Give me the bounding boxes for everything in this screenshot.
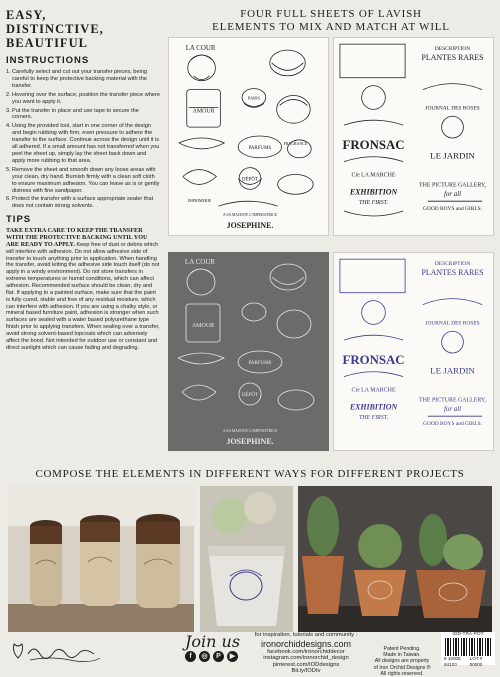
svg-text:PLANTES RARES: PLANTES RARES [421, 52, 484, 62]
headline: EASY, DISTINCTIVE, BEAUTIFUL [6, 8, 104, 50]
instruction-steps [6, 69, 160, 210]
svg-text:A SA MAJESTE L'IMPERATRICE: A SA MAJESTE L'IMPERATRICE [222, 429, 278, 433]
instruction-step: 4. Using the provided tool, start in one corner of the design and begin rubbing with firm, even pressure to adhere the transfer to the surface. Continue across the design until it is all adhered. If a small amount has not transferred when you peel the sheet up, simply lay the sheet back down and apply more rubbing to that area. [6, 123, 160, 164]
svg-text:Cie LA MARCHE: Cie LA MARCHE [351, 387, 396, 394]
svg-text:PARFUMS: PARFUMS [248, 361, 272, 366]
photo-flowerpot [200, 486, 293, 632]
barcode-bars [445, 638, 491, 656]
patent-notice: Patent Pending. Made in Taiwan. All designs are property of Iron Orchid Designs ® All rights reserved. [373, 646, 431, 677]
lot-row [441, 656, 495, 668]
svg-text:FRONSAC: FRONSAC [342, 352, 405, 367]
lot-number: LOT # 00000 [469, 656, 483, 667]
photo-crocks [8, 486, 194, 632]
inspiration-text: for inspiration, tutorials and community : [254, 632, 358, 638]
svg-text:JOSEPHINE.: JOSEPHINE. [226, 220, 274, 230]
transfer-sheet-blue [333, 252, 494, 451]
video-link[interactable]: Bit.ly/IODtv [291, 668, 321, 675]
svg-text:LE JARDIN: LE JARDIN [430, 150, 475, 161]
facebook-link[interactable]: facebook.com/ironorchiddecor [267, 648, 345, 655]
svg-text:JOURNAL DES ROSES: JOURNAL DES ROSES [425, 320, 480, 327]
svg-text:THE FIRST.: THE FIRST. [358, 200, 389, 207]
svg-text:FRAGRANCE: FRAGRANCE [283, 140, 308, 146]
sheet-blue-artwork [334, 253, 493, 450]
svg-text:for all: for all [443, 191, 462, 199]
barcode-number: 8 10005 84120 [444, 656, 461, 667]
svg-text:Cie LA MARCHE: Cie LA MARCHE [351, 172, 396, 179]
transfer-sheet-black [168, 37, 329, 236]
sheets-title: FOUR FULL SHEETS OF LAVISH ELEMENTS TO MIX AND MATCH AT WILL [212, 8, 450, 33]
svg-text:AMOUR: AMOUR [191, 323, 215, 329]
instagram-link[interactable]: instagram.com/ironorchid_design [263, 655, 349, 662]
instruction-step: 6. Protect the transfer with a surface appropriate sealer that does not contain strong solvents. [6, 196, 154, 210]
svg-text:DESCRIPTION: DESCRIPTION [434, 46, 471, 53]
compose-title: COMPOSE THE ELEMENTS IN DIFFERENT WAYS FOR DIFFERENT PROJECTS [35, 468, 465, 480]
barcode-label [441, 632, 495, 665]
svg-text:THE PICTURE GALLERY,: THE PICTURE GALLERY, [419, 397, 487, 404]
sheet-black-artwork [169, 38, 328, 235]
instructions-title: INSTRUCTIONS [6, 55, 90, 66]
svg-text:A SA MAJESTE L'IMPERATRICE: A SA MAJESTE L'IMPERATRICE [223, 213, 277, 217]
instruction-step: 5. Remove the sheet and smooth down any loose areas with your clean, dry hand. Burnish firmly with a clean soft cloth to ensure maximum adhesion. You can leave as is or gently distress with fine sandpaper. [6, 166, 160, 194]
svg-text:DESCRIPTION: DESCRIPTION [434, 261, 471, 268]
signature-logo [10, 640, 105, 662]
tips-text: Keep free of dust or debris which will interfere with adhesion. Do not allow adhesive side of transfer to touch anything prior to application. When handling the transfer, avoid letting the adhesive side touch itself (do not apply in a windy environment). Do not store transfers in extreme temperatures or humid conditions, which can affect adhesion. Recommended surface should be clean, dry and flat. If applying to a painted surface, make sure that the paint is fully cured, stable and free of any residual moisture, which can interfere with adhesion. If you are using a chalky style, or mineral based furniture paint, adhesion is stronger when such surfaces are sealed with a water based polyurethane type finish prior to applying transfers. When sealing over a transfer, avoid strong solvent-based topcoats which can adversely affect the bond. Not intended for outdoor use or constant and direct sunlight which can cause fading and degrading. [6, 241, 160, 351]
pinterest-link[interactable]: pinterest.com/IODdesigns [272, 661, 340, 668]
youtube-icon[interactable]: ▶ [227, 651, 238, 662]
svg-text:EXHIBITION: EXHIBITION [349, 187, 398, 197]
transfer-sheet-typography [333, 37, 494, 236]
svg-text:GOOD BOYS and GIRLS.: GOOD BOYS and GIRLS. [422, 206, 483, 213]
social-icons [185, 651, 238, 662]
flowerpot-illustration [200, 486, 293, 632]
svg-text:for all: for all [443, 406, 462, 414]
photo-cacti [298, 486, 492, 632]
svg-text:AMOUR: AMOUR [192, 108, 215, 115]
transfer-sheet-white [168, 252, 329, 451]
sku-text: IOD-TRA-POT [452, 632, 484, 637]
svg-text:LA COUR: LA COUR [184, 258, 216, 266]
cacti-illustration [298, 486, 492, 632]
website-link[interactable]: ironorchiddesigns.com [260, 638, 352, 649]
svg-text:THE PICTURE GALLERY,: THE PICTURE GALLERY, [419, 182, 487, 189]
left-column [6, 8, 160, 351]
facebook-icon[interactable]: f [185, 651, 196, 662]
tips-title: TIPS [6, 214, 32, 226]
svg-text:LA COUR: LA COUR [185, 45, 216, 53]
svg-text:PARFUMS: PARFUMS [248, 145, 272, 151]
svg-text:LE JARDIN: LE JARDIN [430, 365, 475, 376]
sheet-white-artwork [168, 252, 329, 451]
svg-text:PLANTES RARES: PLANTES RARES [421, 267, 484, 277]
join-us-label: Join us [185, 632, 241, 651]
svg-text:PARIS: PARIS [247, 95, 261, 101]
svg-text:JOURNAL DES ROSES: JOURNAL DES ROSES [425, 105, 480, 112]
tips-body [6, 228, 160, 351]
svg-text:IMPRIMERIE: IMPRIMERIE [188, 198, 212, 204]
instruction-step: 2. Hovering over the surface, position the transfer piece where you want to apply it. [6, 91, 161, 105]
svg-text:THE FIRST.: THE FIRST. [358, 415, 389, 422]
svg-text:JOSEPHINE.: JOSEPHINE. [226, 437, 274, 446]
crocks-illustration [8, 486, 194, 632]
tips-bold: TAKE EXTRA CARE TO KEEP THE TRANSFER WITH THE PROTECTIVE BACKING UNTIL YOU ARE READY TO APPLY. [6, 227, 148, 248]
instruction-step: 1. Carefully select and cut out your transfer pieces, being careful to keep the protective backing material with the transfer. [6, 69, 147, 89]
svg-text:DÉPÔT: DÉPÔT [241, 393, 259, 398]
instruction-step: 3. Put the transfer in place and use tape to secure the corners. [6, 107, 139, 121]
instagram-icon[interactable]: ◎ [199, 651, 210, 662]
sheet-typography-artwork [334, 38, 493, 235]
svg-text:FRONSAC: FRONSAC [342, 137, 405, 152]
svg-text:DÉPÔT: DÉPÔT [242, 177, 258, 183]
footer-links [246, 632, 366, 675]
pinterest-icon[interactable]: P [213, 651, 224, 662]
svg-text:EXHIBITION: EXHIBITION [349, 402, 398, 412]
svg-text:GOOD BOYS and GIRLS.: GOOD BOYS and GIRLS. [422, 421, 483, 428]
